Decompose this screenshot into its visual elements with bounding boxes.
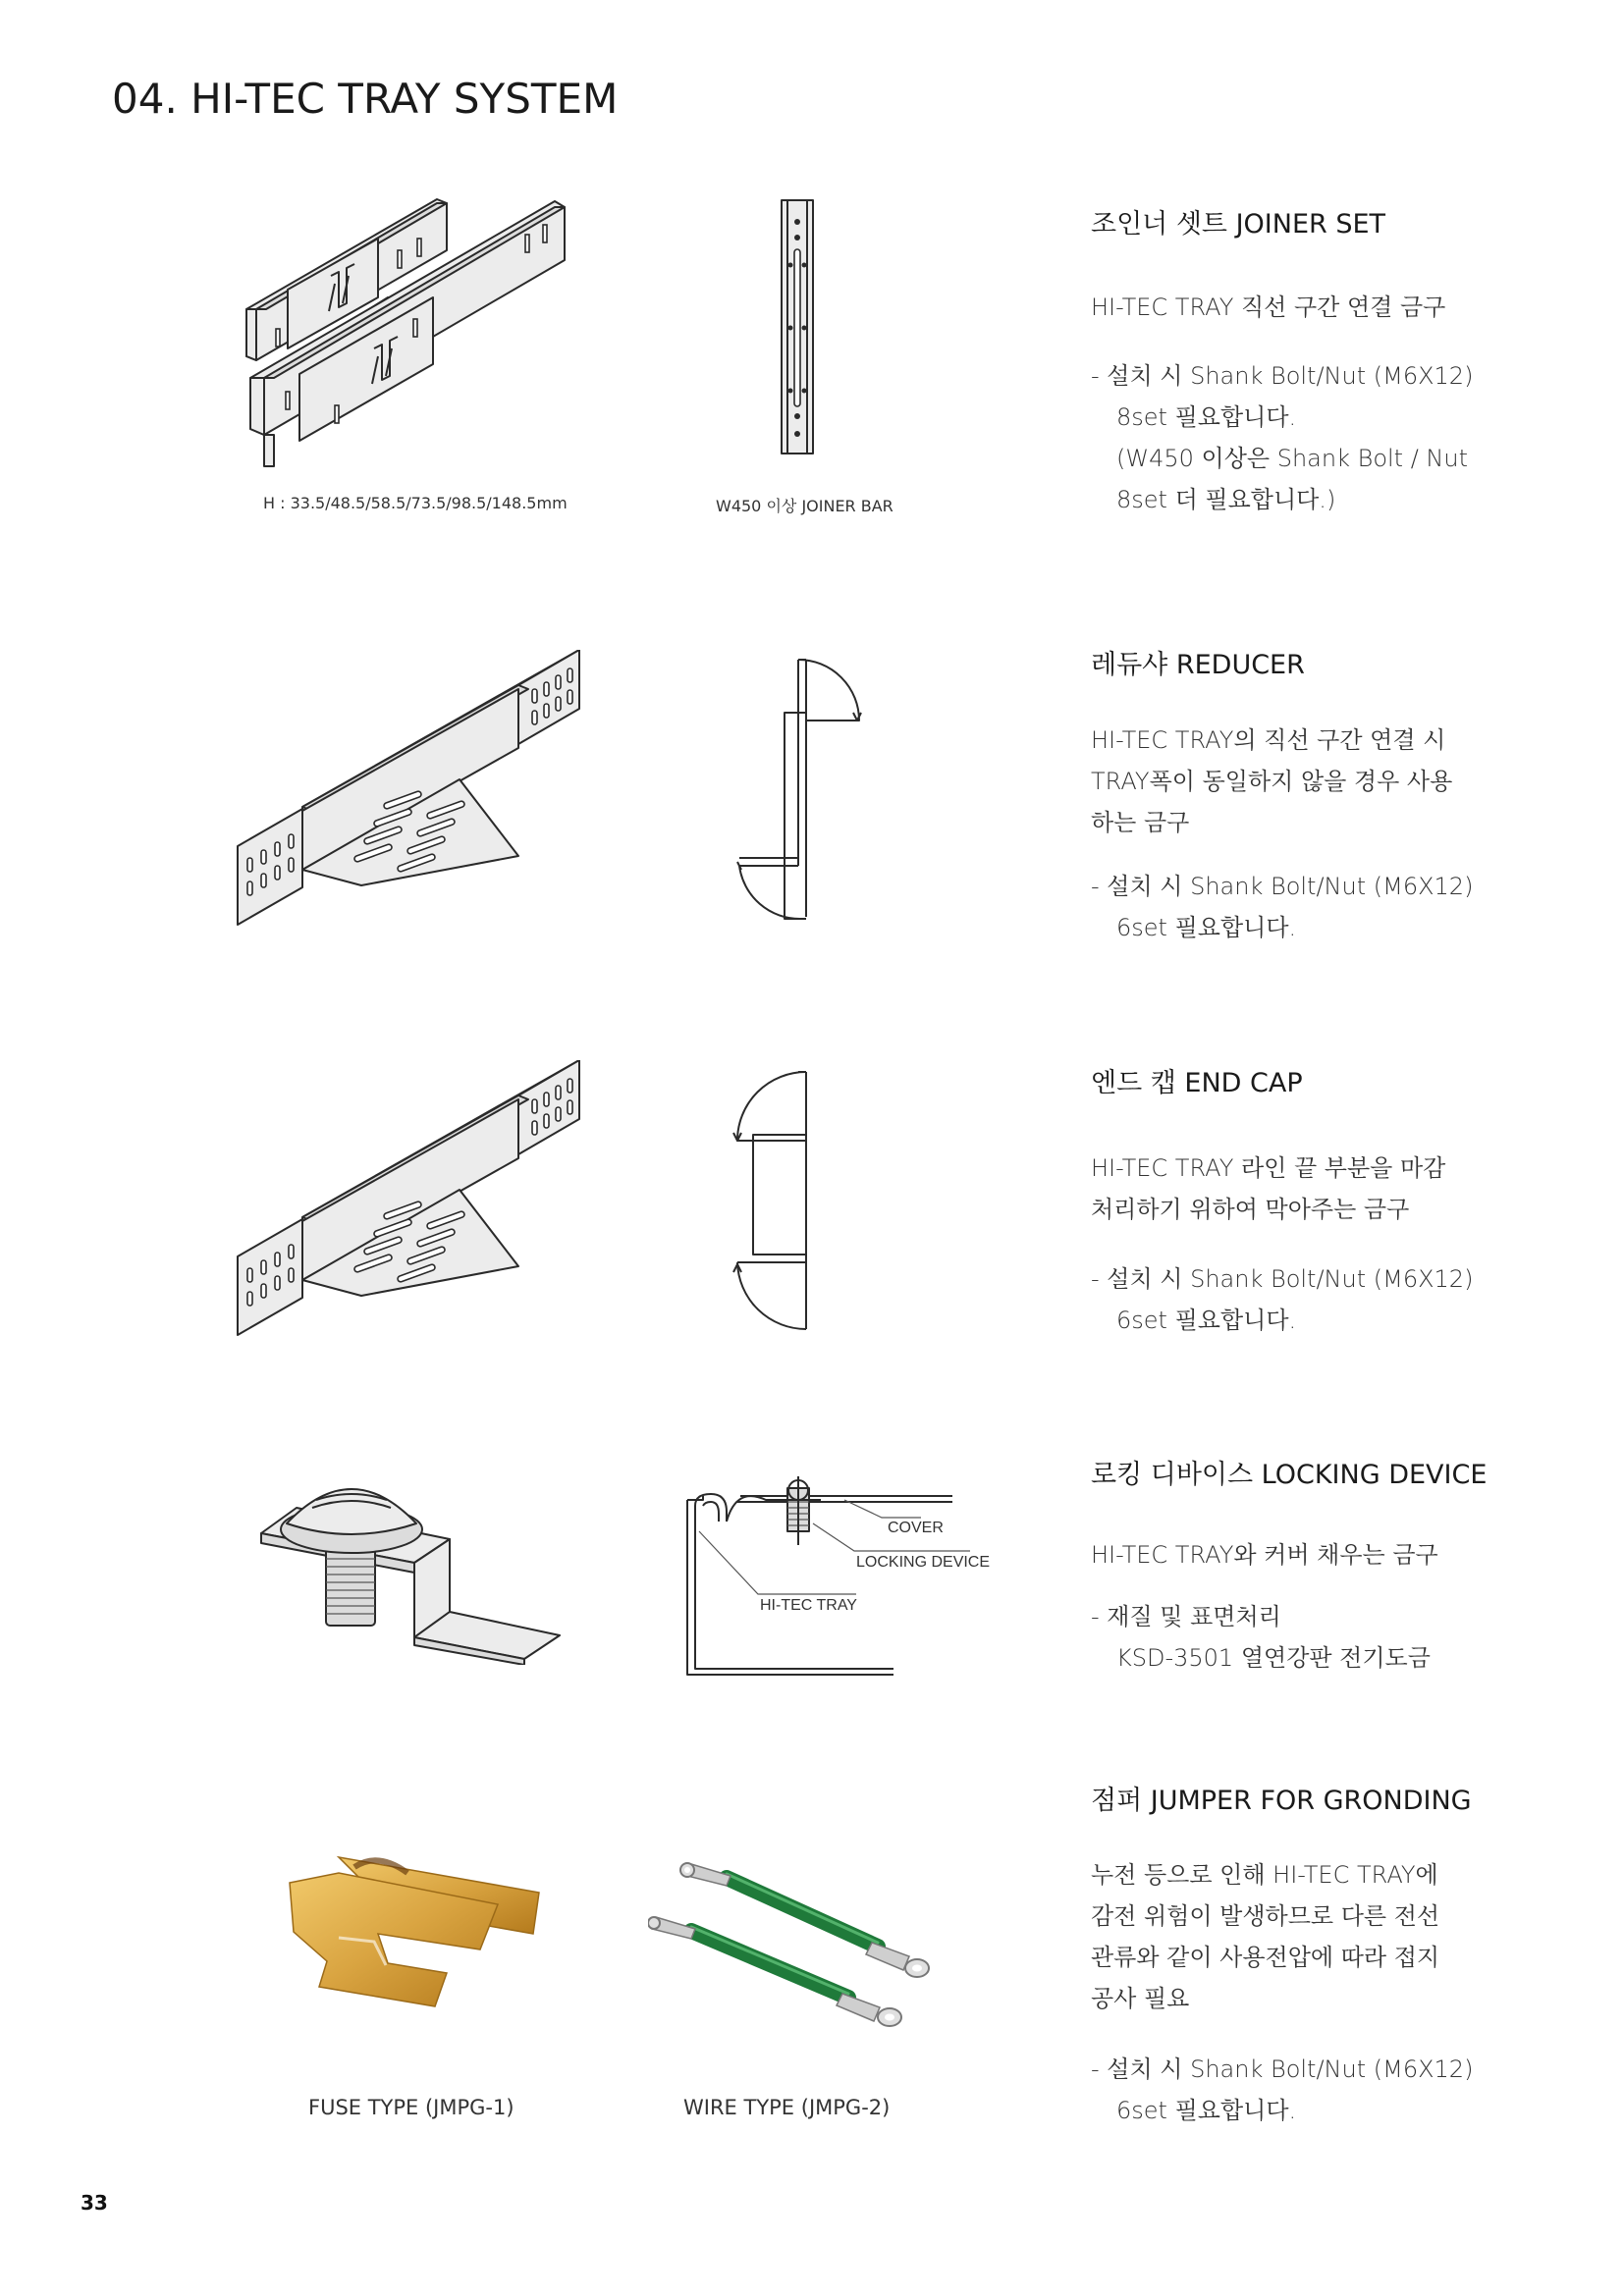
- jumper-desc-line: 공사 필요: [1091, 1985, 1190, 2012]
- jumper-title: 점퍼 JUMPER FOR GRONDING: [1091, 1786, 1472, 1816]
- joiner-set-description: [1091, 287, 1503, 328]
- cover-label: COVER: [888, 1520, 944, 1536]
- jumper-desc-line: 관류와 같이 사용전압에 따라 접지: [1091, 1944, 1440, 1971]
- reducer-illustration: [234, 650, 587, 930]
- hi-tec-tray-label: HI-TEC TRAY: [760, 1597, 857, 1614]
- end-cap-title: 엔드 캡 END CAP: [1091, 1068, 1303, 1098]
- page-title: 04. HI-TEC TRAY SYSTEM: [112, 75, 619, 123]
- locking-device-label: LOCKING DEVICE: [856, 1554, 991, 1571]
- reducer-description: [1091, 720, 1503, 843]
- end-cap-section-drawing: [731, 1066, 869, 1331]
- locking-desc-line: HI-TEC TRAY와 커버 채우는 금구: [1091, 1541, 1438, 1569]
- locking-device-note: [1091, 1596, 1503, 1679]
- locking-note-line: - 재질 및 표면처리: [1091, 1603, 1281, 1630]
- joiner-bar-caption: W450 이상 JOINER BAR: [716, 497, 893, 515]
- reducer-desc-line: 하는 금구: [1091, 809, 1190, 836]
- end-cap-note: [1091, 1258, 1503, 1341]
- jumper-description: [1091, 1854, 1503, 2019]
- end-cap-desc-line: 처리하기 위하여 막아주는 금구: [1091, 1196, 1410, 1223]
- locking-device-description: [1091, 1534, 1503, 1575]
- wire-type-jumper-image: [648, 1860, 943, 2032]
- page-number: 33: [81, 2191, 108, 2215]
- joiner-note-line: (W450 이상은 Shank Bolt / Nut: [1116, 445, 1468, 472]
- reducer-desc-line: TRAY폭이 동일하지 않을 경우 사용: [1091, 768, 1453, 795]
- end-cap-desc-line: HI-TEC TRAY 라인 끝 부분을 마감: [1091, 1154, 1446, 1182]
- wire-type-caption: WIRE TYPE (JMPG-2): [683, 2096, 891, 2119]
- locking-device-illustration: [257, 1465, 564, 1665]
- locking-device-title: 로킹 디바이스 LOCKING DEVICE: [1091, 1460, 1488, 1490]
- locking-device-section-drawing: [677, 1472, 992, 1679]
- joiner-set-note: [1091, 355, 1503, 520]
- jumper-note-line: - 설치 시 Shank Bolt/Nut (M6X12): [1091, 2056, 1474, 2083]
- jumper-desc-line: 누전 등으로 인해 HI-TEC TRAY에: [1091, 1861, 1438, 1889]
- reducer-note: [1091, 866, 1503, 948]
- joiner-height-caption: H : 33.5/48.5/58.5/73.5/98.5/148.5mm: [263, 494, 568, 512]
- fuse-type-caption: FUSE TYPE (JMPG-1): [308, 2096, 514, 2119]
- reducer-note-line: - 설치 시 Shank Bolt/Nut (M6X12): [1091, 873, 1474, 900]
- joiner-bar-illustration: [774, 196, 823, 459]
- end-cap-illustration: [234, 1060, 587, 1340]
- joiner-set-illustration: [241, 182, 584, 476]
- jumper-note: [1091, 2049, 1503, 2131]
- joiner-desc-line: HI-TEC TRAY 직선 구간 연결 금구: [1091, 294, 1446, 321]
- reducer-section-drawing: [731, 656, 869, 921]
- joiner-note-line: - 설치 시 Shank Bolt/Nut (M6X12): [1091, 362, 1474, 390]
- end-cap-note-line: - 설치 시 Shank Bolt/Nut (M6X12): [1091, 1265, 1474, 1293]
- jumper-note-line: 6set 필요합니다.: [1116, 2097, 1297, 2124]
- joiner-note-line: 8set 필요합니다.: [1116, 403, 1297, 431]
- reducer-note-line: 6set 필요합니다.: [1116, 914, 1297, 941]
- reducer-title: 레듀샤 REDUCER: [1091, 650, 1305, 680]
- locking-note-line: KSD-3501 열연강판 전기도금: [1116, 1644, 1431, 1672]
- fuse-type-jumper-image: [280, 1843, 551, 2010]
- jumper-desc-line: 감전 위험이 발생하므로 다른 전선: [1091, 1902, 1440, 1930]
- end-cap-description: [1091, 1148, 1503, 1230]
- joiner-set-title: 조인너 셋트 JOINER SET: [1091, 209, 1386, 240]
- end-cap-note-line: 6set 필요합니다.: [1116, 1307, 1297, 1334]
- joiner-note-line: 8set 더 필요합니다.): [1116, 486, 1336, 513]
- reducer-desc-line: HI-TEC TRAY의 직선 구간 연결 시: [1091, 726, 1446, 754]
